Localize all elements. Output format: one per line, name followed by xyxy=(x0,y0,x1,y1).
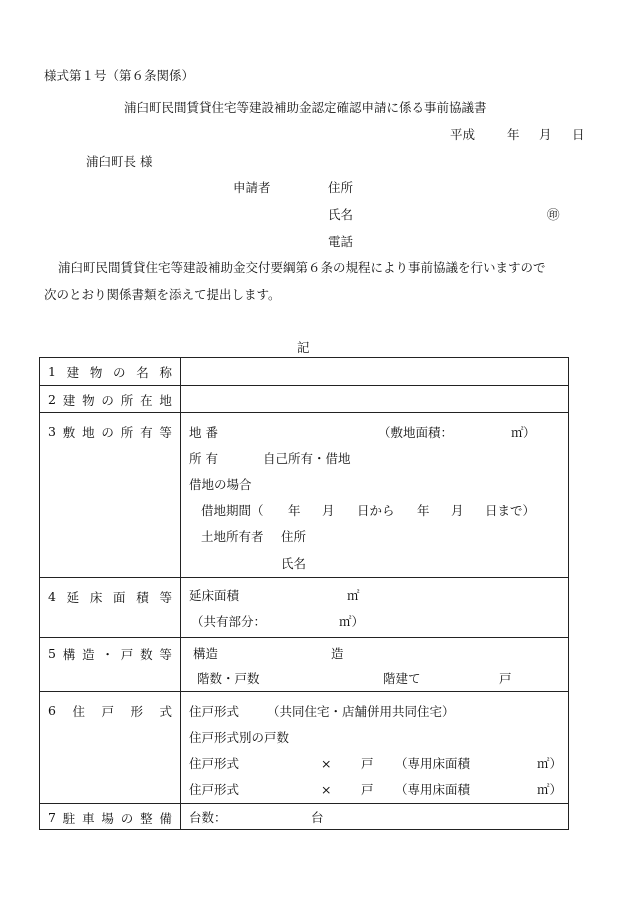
applicant-label: 申請者 xyxy=(233,180,271,195)
label-floor-area: 4 延 床 面 積 等 xyxy=(40,578,181,638)
label-building-name: 1 建 物 の 名 称 xyxy=(40,358,181,386)
label-building-location: 2 建 物 の 所 在 地 xyxy=(40,386,181,413)
seal-mark: ㊞ xyxy=(547,207,560,222)
value-structure[interactable]: 構造 造 階数・戸数 階建て 戸 xyxy=(181,638,569,692)
date-day: 日 xyxy=(572,127,585,142)
label-structure: 5 構 造 ・ 戸 数 等 xyxy=(40,638,181,692)
row-building-name xyxy=(40,358,569,386)
applicant-phone-label: 電話 xyxy=(328,234,354,249)
value-unit-type[interactable]: 住戸形式 （共同住宅・店舗併用共同住宅） 住戸形式別の戸数 住戸形式 × 戸 （専用床面積 ㎡） 住戸形式 × 戸 （専用床面積 ㎡） xyxy=(181,692,569,804)
value-site-ownership[interactable]: 地 番 （敷地面積： ㎡ ） 所 有 自己所有・借地 借地の場合 借地期間（ 年 月 日から 年 月 日まで） 土地所有者 住所 氏名 xyxy=(181,413,569,578)
value-parking[interactable]: 台数： 台 xyxy=(181,804,569,830)
row-building-location xyxy=(40,386,569,413)
document-title: 浦臼町民間賃貸住宅等建設補助金認定確認申請に係る事前協議書 xyxy=(124,100,487,115)
applicant-address-label: 住所 xyxy=(328,180,354,195)
value-building-name[interactable] xyxy=(181,358,569,386)
form-table xyxy=(39,357,569,830)
value-floor-area[interactable]: 延床面積 ㎡ （共有部分： ㎡） xyxy=(181,578,569,638)
label-site-ownership: 3 敷 地 の 所 有 等 xyxy=(40,413,181,578)
value-building-location[interactable] xyxy=(181,386,569,413)
body-text-line2: 次のとおり関係書類を添えて提出します。 xyxy=(44,287,281,302)
date-month: 月 xyxy=(539,127,552,142)
addressee: 浦臼町長 様 xyxy=(86,154,153,169)
date-era: 平成 xyxy=(450,127,476,142)
date-year: 年 xyxy=(507,127,520,142)
applicant-name-label: 氏名 xyxy=(328,207,354,222)
row-floor-area xyxy=(40,578,569,638)
ki-heading: 記 xyxy=(297,340,310,355)
row-unit-type xyxy=(40,692,569,804)
label-unit-type: 6 住 戸 形 式 xyxy=(40,692,181,804)
body-text-line1: 浦臼町民間賃貸住宅等建設補助金交付要綱第６条の規程により事前協議を行いますので xyxy=(58,260,546,275)
row-site-ownership xyxy=(40,413,569,578)
row-parking xyxy=(40,804,569,830)
row-structure xyxy=(40,638,569,692)
form-number: 様式第１号（第６条関係） xyxy=(44,68,195,83)
label-parking: 7 駐 車 場 の 整 備 xyxy=(40,804,181,830)
